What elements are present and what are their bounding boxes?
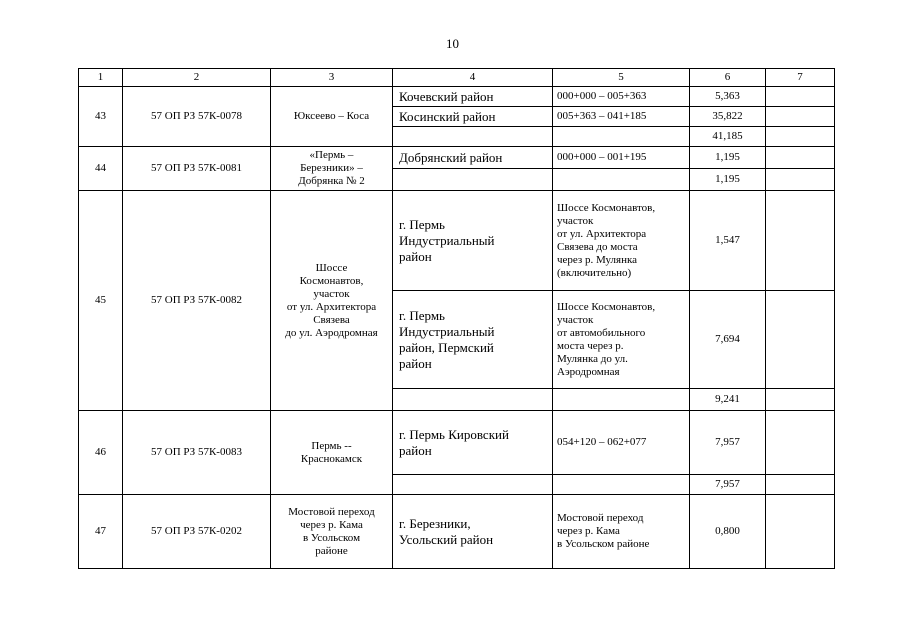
segment-cell: 005+363 – 041+185 xyxy=(553,107,690,127)
table-row xyxy=(79,411,835,475)
header-cell-1: 1 xyxy=(79,69,123,87)
segment-cell: 054+120 – 062+077 xyxy=(553,411,690,475)
table-row xyxy=(79,87,835,107)
road-name: Пермь -- Краснокамск xyxy=(271,411,393,495)
district-cell xyxy=(393,389,553,411)
header-cell-4: 4 xyxy=(393,69,553,87)
road-register-table xyxy=(78,68,835,569)
segment-cell xyxy=(553,127,690,147)
segment-cell xyxy=(553,389,690,411)
note-cell xyxy=(766,147,835,169)
note-cell xyxy=(766,169,835,191)
length-cell: 1,195 xyxy=(690,147,766,169)
length-cell: 5,363 xyxy=(690,87,766,107)
length-cell: 7,957 xyxy=(690,411,766,475)
segment-cell: Шоссе Космонавтов, участок от автомобильного моста через р. Мулянка до ул. Аэродромная xyxy=(553,291,690,389)
subtotal-length: 9,241 xyxy=(690,389,766,411)
segment-cell xyxy=(553,475,690,495)
subtotal-length: 7,957 xyxy=(690,475,766,495)
note-cell xyxy=(766,411,835,475)
header-cell-5: 5 xyxy=(553,69,690,87)
table-row xyxy=(79,191,835,291)
road-name: Юксеево – Коса xyxy=(271,87,393,147)
district-cell: Кочевский район xyxy=(393,87,553,107)
note-cell xyxy=(766,87,835,107)
segment-cell: 000+000 – 001+195 xyxy=(553,147,690,169)
header-cell-6: 6 xyxy=(690,69,766,87)
note-cell xyxy=(766,127,835,147)
district-cell: Добрянский район xyxy=(393,147,553,169)
district-cell: г. Березники, Усольский район xyxy=(393,495,553,569)
road-code: 57 ОП РЗ 57К-0202 xyxy=(123,495,271,569)
length-cell: 0,800 xyxy=(690,495,766,569)
road-name: «Пермь – Березники» – Добрянка № 2 xyxy=(271,147,393,191)
road-code: 57 ОП РЗ 57К-0083 xyxy=(123,411,271,495)
record-number: 46 xyxy=(79,411,123,495)
road-code: 57 ОП РЗ 57К-0082 xyxy=(123,191,271,411)
note-cell xyxy=(766,495,835,569)
district-cell: г. Пермь Индустриальный район, Пермский район xyxy=(393,291,553,389)
header-cell-2: 2 xyxy=(123,69,271,87)
header-cell-3: 3 xyxy=(271,69,393,87)
district-cell xyxy=(393,169,553,191)
road-code: 57 ОП РЗ 57К-0078 xyxy=(123,87,271,147)
segment-cell: Шоссе Космонавтов, участок от ул. Архитектора Связева до моста через р. Мулянка (включительно) xyxy=(553,191,690,291)
district-cell: г. Пермь Кировский район xyxy=(393,411,553,475)
note-cell xyxy=(766,291,835,389)
note-cell xyxy=(766,389,835,411)
note-cell xyxy=(766,475,835,495)
note-cell xyxy=(766,191,835,291)
road-code: 57 ОП РЗ 57К-0081 xyxy=(123,147,271,191)
page-number: 10 xyxy=(446,36,459,51)
table-row xyxy=(79,495,835,569)
length-cell: 1,547 xyxy=(690,191,766,291)
district-cell xyxy=(393,475,553,495)
length-cell: 7,694 xyxy=(690,291,766,389)
length-cell: 35,822 xyxy=(690,107,766,127)
road-name: Мостовой переход через р. Кама в Усольском районе xyxy=(271,495,393,569)
table-row xyxy=(79,147,835,169)
header-row xyxy=(79,69,835,87)
note-cell xyxy=(766,107,835,127)
record-number: 47 xyxy=(79,495,123,569)
district-cell: г. Пермь Индустриальный район xyxy=(393,191,553,291)
record-number: 45 xyxy=(79,191,123,411)
record-number: 44 xyxy=(79,147,123,191)
road-name: Шоссе Космонавтов, участок от ул. Архитектора Связева до ул. Аэродромная xyxy=(271,191,393,411)
header-cell-7: 7 xyxy=(766,69,835,87)
district-cell xyxy=(393,127,553,147)
segment-cell xyxy=(553,169,690,191)
segment-cell: 000+000 – 005+363 xyxy=(553,87,690,107)
segment-cell: Мостовой переход через р. Кама в Усольском районе xyxy=(553,495,690,569)
district-cell: Косинский район xyxy=(393,107,553,127)
record-number: 43 xyxy=(79,87,123,147)
subtotal-length: 41,185 xyxy=(690,127,766,147)
subtotal-length: 1,195 xyxy=(690,169,766,191)
